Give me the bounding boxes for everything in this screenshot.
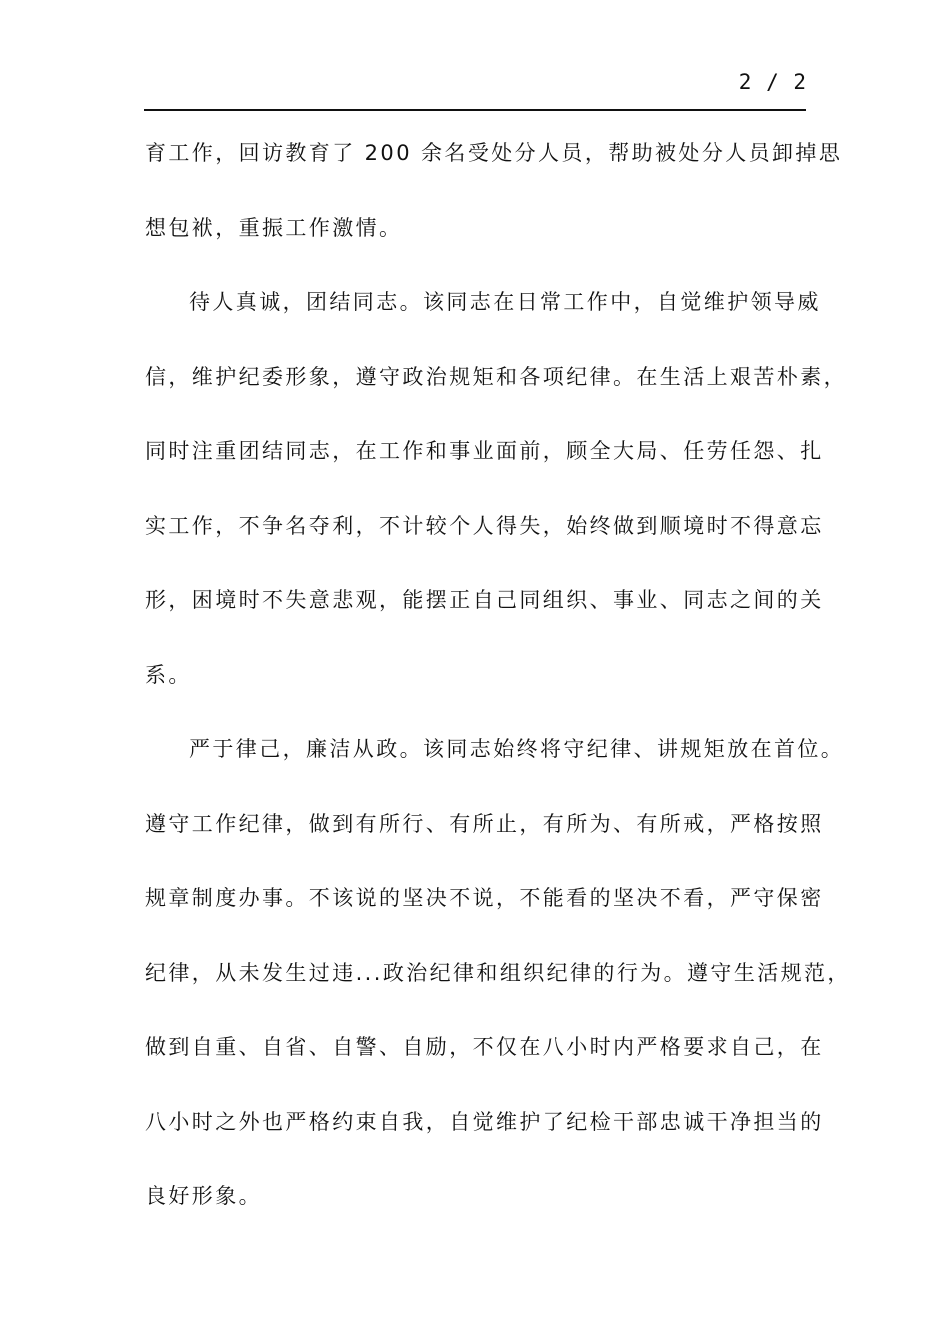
text-line: 同时注重团结同志，在工作和事业面前，顾全大局、任劳任怨、扎 [145,439,824,463]
text-line: 系。 [145,662,192,687]
text-line: 育工作，回访教育了 200 余名受处分人员，帮助被处分人员卸掉思 [145,141,843,165]
text-line: 八小时之外也严格约束自我，自觉维护了纪检干部忠诚干净担当的 [145,1109,824,1134]
header-divider [144,109,806,111]
text-line: 纪律，从未发生过违...政治纪律和组织纪律的行为。遵守生活规范， [145,960,851,985]
paragraph-start-line: 待人真诚，团结同志。该同志在日常工作中，自觉维护领导威 [189,290,821,314]
text-line: 信，维护纪委形象，遵守政治规矩和各项纪律。在生活上艰苦朴素， [145,364,847,389]
text-line: 实工作，不争名夺利，不计较个人得失，始终做到顺境时不得意忘 [145,513,824,538]
page-number: 2 / 2 [738,70,807,94]
paragraph-start-line: 严于律己，廉洁从政。该同志始终将守纪律、讲规矩放在首位。 [189,737,845,761]
text-line: 遵守工作纪律，做到有所行、有所止，有所为、有所戒，严格按照 [145,811,824,836]
text-line: 良好形象。 [145,1184,262,1208]
text-line: 形，困境时不失意悲观，能摆正自己同组织、事业、同志之间的关 [145,588,824,612]
text-line: 想包袱，重振工作激情。 [145,215,403,240]
text-line: 规章制度办事。不该说的坚决不说，不能看的坚决不看，严守保密 [145,886,824,910]
text-line: 做到自重、自省、自警、自励，不仅在八小时内严格要求自己，在 [145,1035,824,1059]
document-body [145,130,851,1248]
